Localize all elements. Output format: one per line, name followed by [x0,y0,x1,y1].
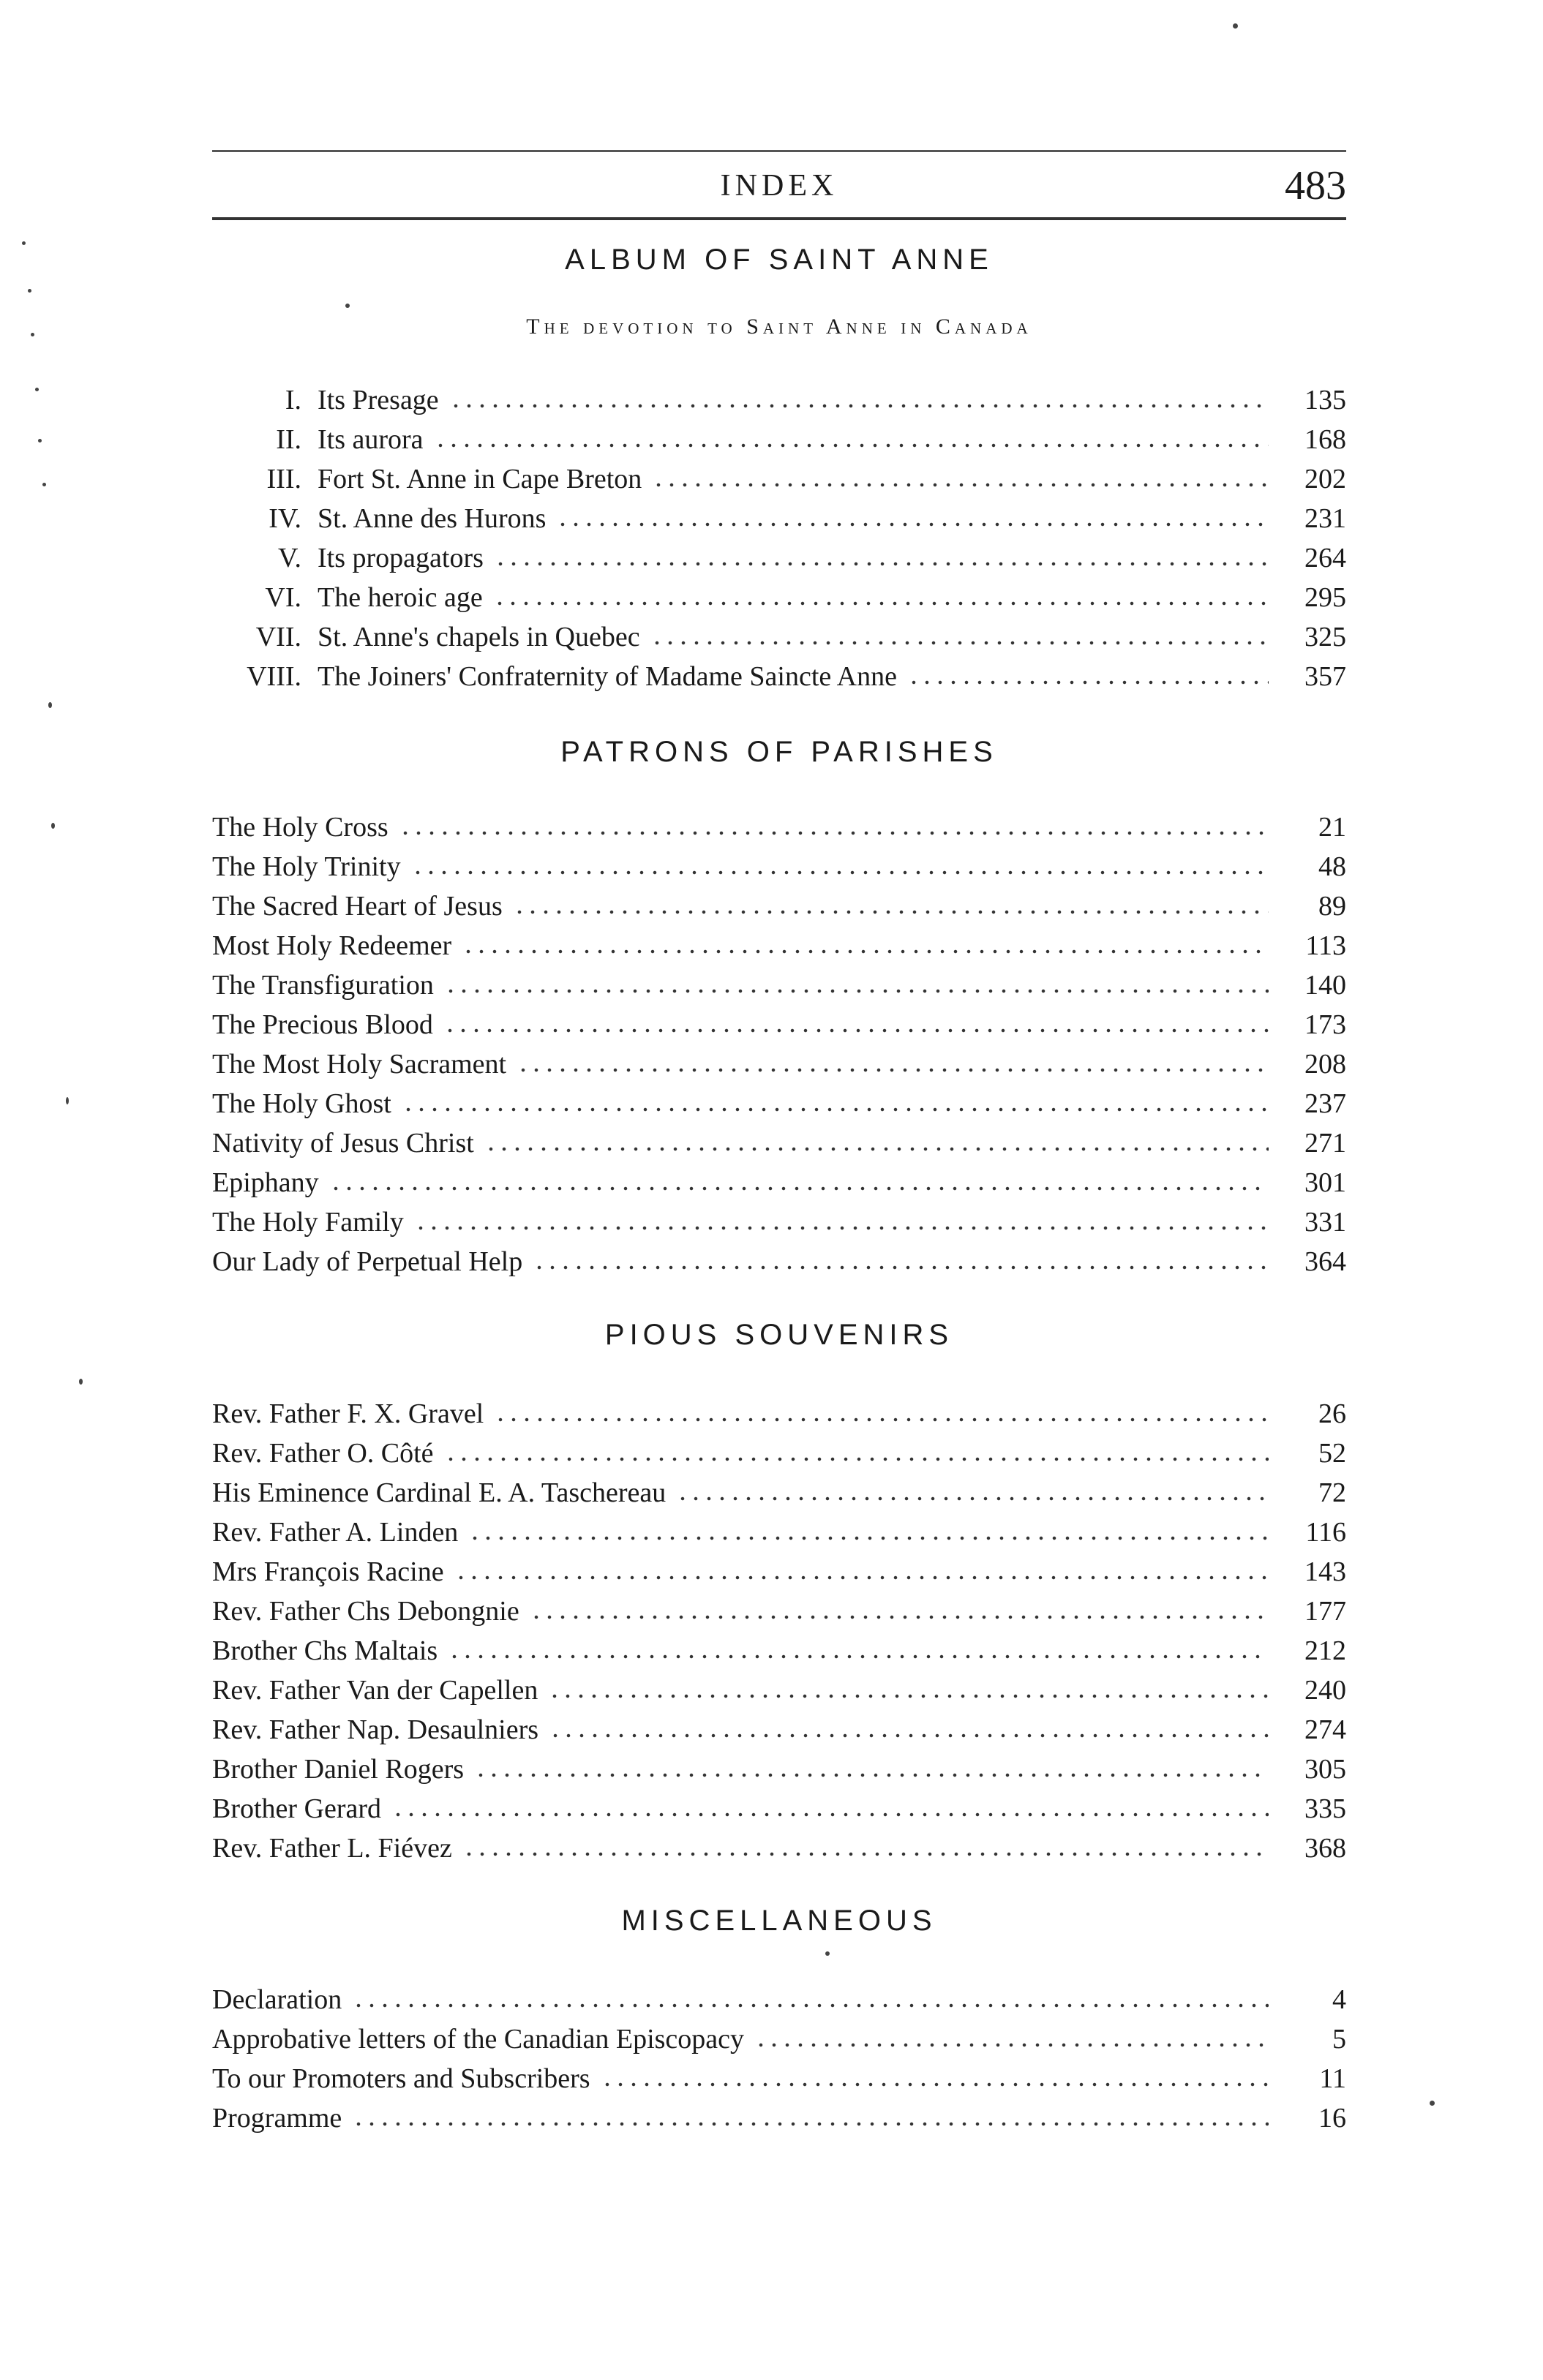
section-heading-patrons: PATRONS OF PARISHES [560,736,998,768]
entry-page: 212 [1304,1635,1346,1666]
scan-speck [66,1097,69,1104]
entry-title: Epiphany [212,1167,319,1198]
dot-leader [493,599,1269,608]
entry-page: 305 [1304,1754,1346,1785]
dot-leader [494,1415,1269,1424]
dot-leader [402,1105,1269,1114]
misc-entry-list [212,1980,1346,2138]
entry-page: 173 [1304,1009,1346,1040]
entry-number: II. [276,424,301,455]
entry-page: 140 [1304,970,1346,1001]
index-entry [212,1552,1346,1592]
entry-page: 26 [1318,1398,1346,1429]
dot-leader [549,1731,1269,1740]
entry-page: 368 [1304,1833,1346,1864]
dot-leader [754,2041,1269,2049]
entry-page: 11 [1319,2063,1346,2094]
index-entry [212,617,1346,657]
entry-title: Mrs François Racine [212,1556,444,1587]
entry-page: 48 [1318,851,1346,882]
index-entry [212,538,1346,578]
dot-leader [444,1455,1269,1464]
dot-leader [352,2120,1269,2128]
dot-leader [601,2080,1269,2089]
dot-leader [411,868,1269,877]
dot-leader [907,678,1269,687]
entry-title: Approbative letters of the Canadian Episcopacy [212,2024,745,2055]
entry-title: To our Promoters and Subscribers [212,2063,590,2094]
entry-title: Fort St. Anne in Cape Breton [318,464,642,494]
dot-leader [399,829,1269,837]
entry-title: The Joiners' Confraternity of Madame Saincte Anne [318,661,897,692]
entry-page: 113 [1305,930,1346,961]
dot-leader [449,402,1269,410]
entry-title: Programme [212,2103,342,2134]
index-entry [212,1631,1346,1671]
entry-title: The Transfiguration [212,970,434,1001]
entry-title: Nativity of Jesus Christ [212,1128,474,1159]
entry-page: 295 [1304,582,1346,613]
entry-page: 335 [1304,1793,1346,1824]
entry-page: 231 [1304,503,1346,534]
entry-number: IV. [269,503,301,534]
scan-speck [825,1951,830,1956]
entry-page: 143 [1304,1556,1346,1587]
entry-title: His Eminence Cardinal E. A. Taschereau [212,1477,667,1508]
index-entry [212,657,1346,696]
entry-title: Brother Daniel Rogers [212,1754,465,1785]
index-entry [212,2059,1346,2098]
running-title: INDEX [720,169,838,203]
entry-page: 357 [1304,661,1346,692]
index-entry [212,1750,1346,1789]
entry-page: 208 [1304,1049,1346,1080]
index-entry [212,420,1346,459]
dot-leader [494,560,1269,568]
patrons-entry-list [212,807,1346,1281]
entry-title: The Holy Trinity [212,851,401,882]
scan-speck [42,483,46,486]
section-heading-album: ALBUM OF SAINT ANNE [565,244,994,276]
index-entry [212,807,1346,847]
entry-title: Its aurora [318,424,424,455]
index-entry [212,1829,1346,1868]
scan-speck [79,1379,83,1385]
entry-page: 4 [1332,1984,1346,2015]
dot-leader [444,987,1269,995]
entry-page: 331 [1304,1207,1346,1238]
entry-page: 135 [1304,385,1346,415]
scan-speck [345,304,350,308]
dot-leader [652,481,1269,489]
entry-title: The Most Holy Sacrament [212,1049,507,1080]
entry-title: The Precious Blood [212,1009,433,1040]
index-entry [212,2019,1346,2059]
entry-page: 264 [1304,543,1346,573]
dot-leader [414,1224,1269,1232]
index-entry [212,1671,1346,1710]
dot-leader [448,1652,1269,1661]
entry-page: 237 [1304,1088,1346,1119]
scan-speck [35,388,39,391]
entry-page: 168 [1304,424,1346,455]
header-rule [212,217,1346,220]
entry-page: 72 [1318,1477,1346,1508]
index-entry [212,459,1346,499]
dot-leader [556,520,1269,529]
scan-speck [51,823,55,829]
souvenirs-entry-list [212,1394,1346,1868]
entry-number: V. [277,543,301,573]
entry-page: 202 [1304,464,1346,494]
top-rule [212,150,1346,152]
entry-title: Brother Chs Maltais [212,1635,438,1666]
entry-page: 52 [1318,1438,1346,1469]
index-entry [212,886,1346,926]
index-entry [212,1980,1346,2019]
entry-page: 5 [1332,2024,1346,2055]
entry-page: 21 [1318,812,1346,843]
dot-leader [462,947,1269,956]
entry-title: Rev. Father Van der Capellen [212,1675,538,1706]
index-entry [212,965,1346,1005]
entry-page: 301 [1304,1167,1346,1198]
dot-leader [484,1145,1269,1153]
scan-speck [38,439,42,443]
index-entry [212,1044,1346,1084]
entry-title: Declaration [212,1984,342,2015]
entry-page: 271 [1304,1128,1346,1159]
index-entry [212,2098,1346,2138]
scan-speck [28,289,31,293]
entry-page: 274 [1304,1714,1346,1745]
entry-page: 177 [1304,1596,1346,1627]
running-head [212,162,1346,214]
entry-title: The Sacred Heart of Jesus [212,891,503,922]
entry-page: 325 [1304,622,1346,652]
dot-leader [391,1810,1269,1819]
scan-speck [1430,2101,1435,2106]
dot-leader [443,1026,1269,1035]
dot-leader [530,1613,1269,1622]
index-entry [212,1710,1346,1750]
entry-title: Rev. Father O. Côté [212,1438,434,1469]
index-entry [212,1242,1346,1281]
dot-leader [548,1692,1269,1701]
index-entry [212,1513,1346,1552]
entry-title: Rev. Father Nap. Desaulniers [212,1714,539,1745]
index-entry [212,1394,1346,1434]
entry-title: Rev. Father L. Fiévez [212,1833,452,1864]
dot-leader [468,1534,1269,1543]
entry-number: VII. [255,622,301,652]
entry-title: Most Holy Redeemer [212,930,452,961]
entry-title: Its Presage [318,385,439,415]
scan-speck [22,241,26,245]
page-number: 483 [1285,163,1346,208]
entry-number: I. [285,385,301,415]
entry-page: 16 [1318,2103,1346,2134]
entry-title: Its propagators [318,543,484,573]
entry-title: St. Anne's chapels in Quebec [318,622,640,652]
entry-number: III. [266,464,301,494]
dot-leader [329,1184,1269,1193]
entry-title: Rev. Father A. Linden [212,1517,459,1548]
entry-title: Rev. Father F. X. Gravel [212,1398,484,1429]
index-entry [212,1473,1346,1513]
index-entry [212,1163,1346,1202]
index-entry [212,926,1346,965]
entry-title: The Holy Ghost [212,1088,391,1119]
entry-page: 116 [1305,1517,1346,1548]
entry-title: The Holy Family [212,1207,404,1238]
index-entry [212,1202,1346,1242]
scan-speck [48,702,52,708]
entry-title: Rev. Father Chs Debongnie [212,1596,519,1627]
entry-title: Our Lady of Perpetual Help [212,1246,523,1277]
dot-leader [517,1066,1269,1074]
scan-speck [1233,23,1238,29]
entry-page: 240 [1304,1675,1346,1706]
album-entry-list [212,380,1346,696]
entry-number: VI. [265,582,301,613]
index-entry [212,1434,1346,1473]
dot-leader [533,1263,1269,1272]
index-entry [212,578,1346,617]
dot-leader [474,1771,1269,1780]
dot-leader [513,908,1269,916]
index-entry [212,380,1346,420]
index-entry [212,1592,1346,1631]
dot-leader [454,1573,1269,1582]
entry-title: St. Anne des Hurons [318,503,547,534]
entry-page: 89 [1318,891,1346,922]
index-entry [212,1123,1346,1163]
index-entry [212,847,1346,886]
section-subheading-album: The devotion to Saint Anne in Canada [526,315,1032,339]
dot-leader [352,2001,1269,2010]
dot-leader [434,441,1269,450]
scan-speck [31,333,34,336]
entry-number: VIII. [247,661,301,692]
index-entry [212,1789,1346,1829]
entry-page: 364 [1304,1246,1346,1277]
dot-leader [462,1850,1269,1859]
entry-title: The Holy Cross [212,812,388,843]
section-heading-misc: MISCELLANEOUS [621,1905,937,1937]
index-entry [212,1084,1346,1123]
dot-leader [676,1494,1269,1503]
entry-title: Brother Gerard [212,1793,382,1824]
index-entry [212,1005,1346,1044]
index-entry [212,499,1346,538]
dot-leader [650,639,1269,647]
section-heading-souvenirs: PIOUS SOUVENIRS [604,1319,954,1351]
entry-title: The heroic age [318,582,483,613]
